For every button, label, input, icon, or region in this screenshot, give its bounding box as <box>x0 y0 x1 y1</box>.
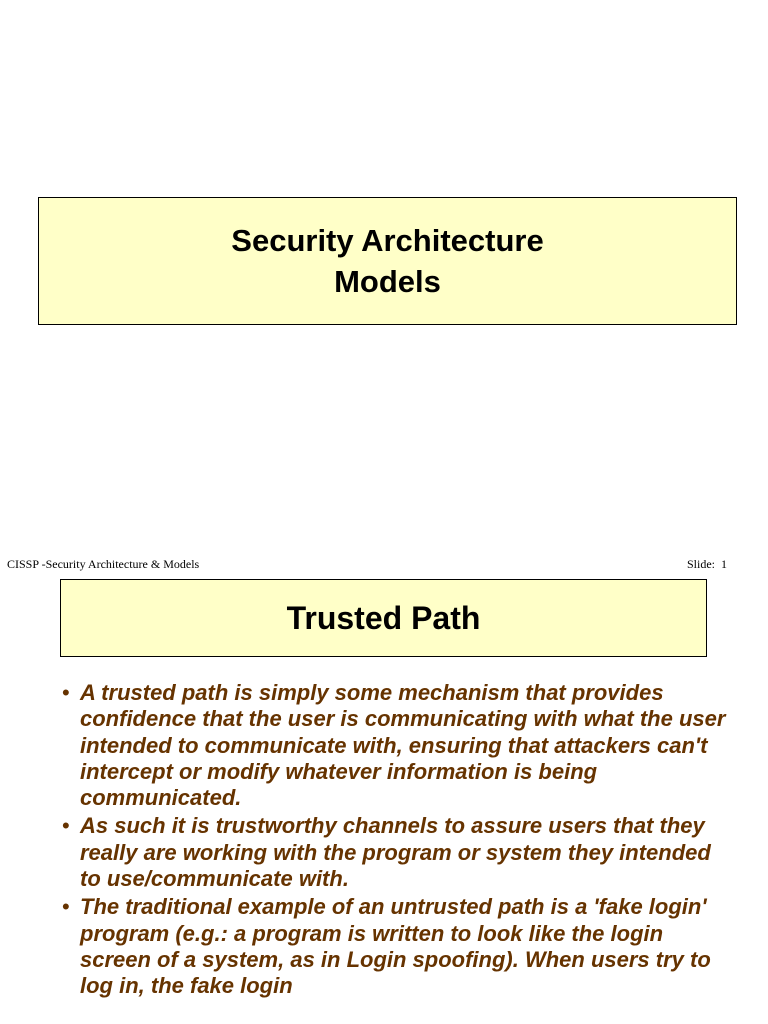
bullet-item <box>62 680 732 811</box>
trusted-path-title: Trusted Path <box>286 599 481 636</box>
bullet-text: A trusted path is simply some mechanism that provides confidence that the user is communicating with what the user intended to communicate with, ensuring that attackers can't intercept or modify whatever information is being communicated. <box>80 680 726 811</box>
bullet-icon: • <box>62 813 70 839</box>
bullet-text: As such it is trustworthy channels to assure users that they really are working with the program or system they intended to use/communicate with. <box>80 813 711 892</box>
slide-title-line-2: Models <box>334 264 441 299</box>
bullet-item <box>62 813 732 892</box>
slide-title-line-1: Security Architecture <box>231 223 544 258</box>
trusted-path-title-box <box>60 579 707 657</box>
bullet-list <box>62 680 732 1002</box>
bullet-icon: • <box>62 680 70 705</box>
slide-title-box <box>38 197 737 325</box>
bullet-icon: • <box>62 894 70 920</box>
bullet-text: The traditional example of an untrusted path is a 'fake login' program (e.g.: a program is written to look like the login screen of a system, as in Login spoofing). When users try to log in, the fake login <box>80 894 711 999</box>
footer-course-title: CISSP -Security Architecture & Models <box>7 557 200 571</box>
bullet-item <box>62 894 732 999</box>
footer-slide-number: Slide: 1 <box>687 557 728 571</box>
